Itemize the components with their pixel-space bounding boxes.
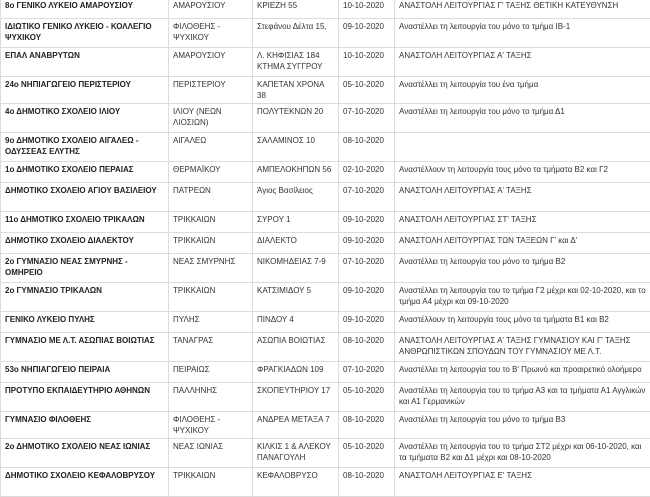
cell-school: 1ο ΔΗΜΟΤΙΚΟ ΣΧΟΛΕΙΟ ΠΕΡΑΙΑΣ [1, 162, 169, 183]
table-row [1, 333, 650, 362]
table-row [1, 383, 650, 412]
cell-school: ΓΥΜΝΑΣΙΟ ΜΕ Λ.Τ. ΑΣΩΠΙΑΣ ΒΟΙΩΤΙΑΣ [1, 333, 169, 362]
cell-area: ΤΡΙΚΚΑΙΩΝ [169, 283, 253, 312]
cell-area: ΠΥΛΗΣ [169, 312, 253, 333]
table-row [1, 183, 650, 212]
cell-measure: Αναστέλλει τη λειτουργία του το τμήμα ΣΤ2 μέχρι και 06-10-2020, και τα τμήματα Β2 και Δ1 μέχρι και 08-10-2020 [395, 439, 650, 468]
table-row [1, 212, 650, 233]
cell-address: ΚΑΤΣΙΜΙΔΟΥ 5 [253, 283, 339, 312]
cell-school: 2ο ΔΗΜΟΤΙΚΟ ΣΧΟΛΕΙΟ ΝΕΑΣ ΙΩΝΙΑΣ [1, 439, 169, 468]
cell-address: ΚΑΠΕΤΑΝ ΧΡΟΝΑ 38 [253, 77, 339, 104]
cell-school: 2ο ΓΥΜΝΑΣΙΟ ΤΡΙΚΑΛΩΝ [1, 283, 169, 312]
cell-area: ΦΙΛΟΘΕΗΣ - ΨΥΧΙΚΟΥ [169, 19, 253, 48]
cell-area: ΠΑΛΛΗΝΗΣ [169, 383, 253, 412]
cell-measure: Αναστέλλει τη λειτουργία του μόνο το τμήμα Β3 [395, 412, 650, 439]
table-body [1, 0, 650, 497]
table-row [1, 283, 650, 312]
cell-address: ΝΙΚΟΜΗΔΕΙΑΣ 7-9 [253, 254, 339, 283]
cell-measure: Αναστέλλει τη λειτουργία του ένα τμήμα [395, 77, 650, 104]
cell-date: 08-10-2020 [339, 412, 395, 439]
cell-area: ΠΑΤΡΕΩΝ [169, 183, 253, 212]
cell-school: 24ο ΝΗΠΙΑΓΩΓΕΙΟ ΠΕΡΙΣΤΕΡΙΟΥ [1, 77, 169, 104]
cell-school: ΓΥΜΝΑΣΙΟ ΦΙΛΟΘΕΗΣ [1, 412, 169, 439]
table-row [1, 77, 650, 104]
cell-date: 07-10-2020 [339, 183, 395, 212]
cell-school: ΙΔΙΩΤΙΚΟ ΓΕΝΙΚΟ ΛΥΚΕΙΟ - ΚΟΛΛΕΓΙΟ ΨΥΧΙΚΟΥ [1, 19, 169, 48]
cell-date: 02-10-2020 [339, 162, 395, 183]
cell-school: ΠΡΟΤΥΠΟ ΕΚΠΑΙΔΕΥΤΗΡΙΟ ΑΘΗΝΩΝ [1, 383, 169, 412]
cell-school: ΔΗΜΟΤΙΚΟ ΣΧΟΛΕΙΟ ΚΕΦΑΛΟΒΡΥΣΟΥ [1, 468, 169, 497]
cell-school: 4ο ΔΗΜΟΤΙΚΟ ΣΧΟΛΕΙΟ ΙΛΙΟΥ [1, 104, 169, 133]
cell-address: Στεφάνου Δέλτα 15, [253, 19, 339, 48]
cell-address: ΣΚΟΠΕΥΤΗΡΙΟΥ 17 [253, 383, 339, 412]
cell-address: ΔΙΑΛΕΚΤΟ [253, 233, 339, 254]
cell-measure: ΑΝΑΣΤΟΛΗ ΛΕΙΤΟΥΡΓΙΑΣ Α' ΤΑΞΗΣ [395, 48, 650, 77]
cell-measure [395, 133, 650, 162]
cell-school: 53ο ΝΗΠΙΑΓΩΓΕΙΟ ΠΕΙΡΑΙΑ [1, 362, 169, 383]
table-row [1, 412, 650, 439]
cell-date: 10-10-2020 [339, 0, 395, 19]
table-row [1, 468, 650, 497]
table-row [1, 133, 650, 162]
cell-area: ΙΛΙΟΥ (ΝΕΩΝ ΛΙΟΣΙΩΝ) [169, 104, 253, 133]
cell-address: ΚΡΙΕΖΗ 55 [253, 0, 339, 19]
cell-area: ΝΕΑΣ ΣΜΥΡΝΗΣ [169, 254, 253, 283]
table-row [1, 439, 650, 468]
table-row [1, 0, 650, 19]
cell-measure: Αναστέλλει τη λειτουργία του το τμήμα Α3 και τα τμήματα Α1 Αγγλικών και Α1 Γερμανικών [395, 383, 650, 412]
table-row [1, 362, 650, 383]
table-row [1, 162, 650, 183]
cell-date: 09-10-2020 [339, 19, 395, 48]
cell-measure: ΑΝΑΣΤΟΛΗ ΛΕΙΤΟΥΡΓΙΑΣ Γ' ΤΑΞΗΣ ΘΕΤΙΚΗ ΚΑΤΕΥΘΥΝΣΗ [395, 0, 650, 19]
cell-address: Άγιος Βασίλειος [253, 183, 339, 212]
cell-date: 07-10-2020 [339, 254, 395, 283]
cell-address: ΑΣΩΠΙΑ ΒΟΙΩΤΙΑΣ [253, 333, 339, 362]
cell-measure: ΑΝΑΣΤΟΛΗ ΛΕΙΤΟΥΡΓΙΑΣ Α' ΤΑΞΗΣ ΓΥΜΝΑΣΙΟΥ ΚΑΙ Γ' ΤΑΞΗΣ ΑΝΘΡΩΠΙΣΤΙΚΩΝ ΣΠΟΥΔΩΝ ΤΟΥ ΓΥΜΝΑΣΙΟΥ ΜΕ Λ.Τ. [395, 333, 650, 362]
cell-area: ΤΡΙΚΚΑΙΩΝ [169, 212, 253, 233]
table-row [1, 312, 650, 333]
cell-date: 09-10-2020 [339, 312, 395, 333]
cell-measure: Αναστέλλει τη λειτουργία του το Β' Πρωινό και προαιρετικό ολοήμερο [395, 362, 650, 383]
cell-area: ΑΙΓΑΛΕΩ [169, 133, 253, 162]
cell-address: ΦΡΑΓΚΙΑΔΩΝ 109 [253, 362, 339, 383]
cell-area: ΘΕΡΜΑΪΚΟΥ [169, 162, 253, 183]
cell-measure: Αναστέλλει τη λειτουργία του μόνο το τμήμα Δ1 [395, 104, 650, 133]
table-row [1, 48, 650, 77]
cell-date: 07-10-2020 [339, 104, 395, 133]
cell-address: ΑΝΔΡΕΑ ΜΕΤΑΞΑ 7 [253, 412, 339, 439]
cell-area: ΤΡΙΚΚΑΙΩΝ [169, 233, 253, 254]
cell-school: ΓΕΝΙΚΟ ΛΥΚΕΙΟ ΠΥΛΗΣ [1, 312, 169, 333]
cell-measure: ΑΝΑΣΤΟΛΗ ΛΕΙΤΟΥΡΓΙΑΣ ΤΩΝ ΤΑΞΕΩΝ Γ' και Δ' [395, 233, 650, 254]
cell-measure: Αναστέλλουν τη λειτουργία τους μόνο τα τμήματα Β1 και Β2 [395, 312, 650, 333]
cell-school: ΔΗΜΟΤΙΚΟ ΣΧΟΛΕΙΟ ΔΙΑΛΕΚΤΟΥ [1, 233, 169, 254]
cell-address: ΚΙΛΚΙΣ 1 & ΑΛΕΚΟΥ ΠΑΝΑΓΟΥΛΗ [253, 439, 339, 468]
cell-measure: ΑΝΑΣΤΟΛΗ ΛΕΙΤΟΥΡΓΙΑΣ Ε' ΤΑΞΗΣ [395, 468, 650, 497]
table-row [1, 233, 650, 254]
cell-address: ΠΟΛΥΤΕΚΝΩΝ 20 [253, 104, 339, 133]
cell-date: 09-10-2020 [339, 233, 395, 254]
cell-area: ΤΡΙΚΚΑΙΩΝ [169, 468, 253, 497]
cell-measure: Αναστέλλει τη λειτουργία του μόνο το τμήμα Β2 [395, 254, 650, 283]
cell-date: 10-10-2020 [339, 48, 395, 77]
cell-date: 05-10-2020 [339, 77, 395, 104]
cell-measure: Αναστέλλει τη λειτουργία του το τμήμα Γ2 μέχρι και 02-10-2020, και το τμήμα Α4 μέχρι και 09-10-2020 [395, 283, 650, 312]
cell-school: ΕΠΑΛ ΑΝΑΒΡΥΤΩΝ [1, 48, 169, 77]
cell-address: Λ. ΚΗΦΙΣΙΑΣ 184 ΚΤΗΜΑ ΣΥΓΓΡΟΥ [253, 48, 339, 77]
cell-area: ΠΕΡΙΣΤΕΡΙΟΥ [169, 77, 253, 104]
table-row [1, 104, 650, 133]
cell-address: ΠΙΝΔΟΥ 4 [253, 312, 339, 333]
cell-measure: ΑΝΑΣΤΟΛΗ ΛΕΙΤΟΥΡΓΙΑΣ Α' ΤΑΞΗΣ [395, 183, 650, 212]
table-row [1, 254, 650, 283]
cell-address: ΑΜΠΕΛΟΚΗΠΩΝ 56 [253, 162, 339, 183]
cell-school: 11ο ΔΗΜΟΤΙΚΟ ΣΧΟΛΕΙΟ ΤΡΙΚΑΛΩΝ [1, 212, 169, 233]
cell-date: 08-10-2020 [339, 333, 395, 362]
cell-school: 9ο ΔΗΜΟΤΙΚΟ ΣΧΟΛΕΙΟ ΑΙΓΑΛΕΩ - ΟΔΥΣΣΕΑΣ ΕΛΥΤΗΣ [1, 133, 169, 162]
cell-area: ΤΑΝΑΓΡΑΣ [169, 333, 253, 362]
cell-area: ΝΕΑΣ ΙΩΝΙΑΣ [169, 439, 253, 468]
cell-date: 05-10-2020 [339, 383, 395, 412]
cell-area: ΑΜΑΡΟΥΣΙΟΥ [169, 48, 253, 77]
cell-address: ΣΑΛΑΜΙΝΟΣ 10 [253, 133, 339, 162]
cell-date: 09-10-2020 [339, 283, 395, 312]
cell-measure: ΑΝΑΣΤΟΛΗ ΛΕΙΤΟΥΡΓΙΑΣ ΣΤ' ΤΑΞΗΣ [395, 212, 650, 233]
cell-date: 05-10-2020 [339, 439, 395, 468]
cell-date: 09-10-2020 [339, 212, 395, 233]
table-row [1, 19, 650, 48]
cell-measure: Αναστέλλει τη λειτουργία του μόνο το τμήμα ΙΒ-1 [395, 19, 650, 48]
cell-area: ΦΙΛΟΘΕΗΣ - ΨΥΧΙΚΟΥ [169, 412, 253, 439]
cell-address: ΚΕΦΑΛΟΒΡΥΣΟ [253, 468, 339, 497]
cell-school: 2ο ΓΥΜΝΑΣΙΟ ΝΕΑΣ ΣΜΥΡΝΗΣ - ΟΜΗΡΕΙΟ [1, 254, 169, 283]
cell-date: 07-10-2020 [339, 362, 395, 383]
cell-school: ΔΗΜΟΤΙΚΟ ΣΧΟΛΕΙΟ ΑΓΙΟΥ ΒΑΣΙΛΕΙΟΥ [1, 183, 169, 212]
cell-date: 08-10-2020 [339, 468, 395, 497]
cell-address: ΣΥΡΟΥ 1 [253, 212, 339, 233]
cell-measure: Αναστέλλουν τη λειτουργία τους μόνο τα τμήματα Β2 και Γ2 [395, 162, 650, 183]
cell-area: ΠΕΙΡΑΙΩΣ [169, 362, 253, 383]
cell-area: ΑΜΑΡΟΥΣΙΟΥ [169, 0, 253, 19]
cell-school: 8ο ΓΕΝΙΚΟ ΛΥΚΕΙΟ ΑΜΑΡΟΥΣΙΟΥ [1, 0, 169, 19]
cell-date: 08-10-2020 [339, 133, 395, 162]
